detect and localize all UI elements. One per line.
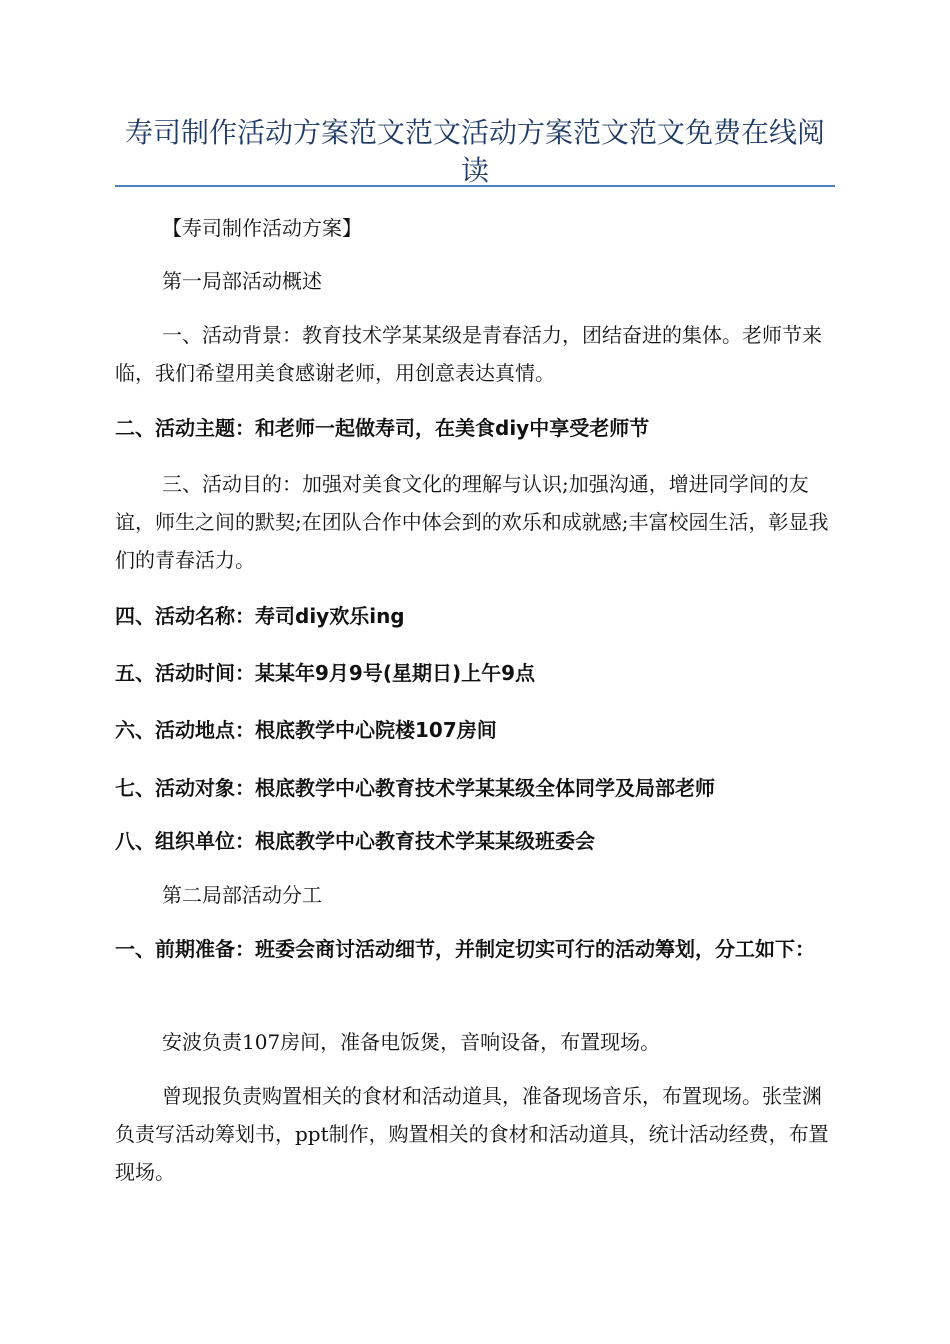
paragraph-part-two-heading: 第二局部活动分工 [162, 883, 322, 907]
paragraph-part-one-heading: 第一局部活动概述 [162, 269, 322, 293]
paragraph-activity-name: 四、活动名称：寿司diy欢乐ing [115, 604, 405, 628]
paragraph-plan-heading: 【寿司制作活动方案】 [162, 216, 362, 240]
document-title: 寿司制作活动方案范文范文活动方案范文范文免费在线阅读 [124, 116, 825, 187]
paragraph-purpose: 三、活动目的：加强对美食文化的理解与认识;加强沟通，增进同学间的友谊，师生之间的默契;在团队合作中体会到的欢乐和成就感;丰富校园生活，彰显我们的青春活力。 [115, 472, 829, 572]
paragraph-theme: 二、活动主题：和老师一起做寿司，在美食diy中享受老师节 [115, 416, 650, 440]
title-underline [115, 185, 835, 187]
paragraph-organizer: 八、组织单位：根底教学中心教育技术学某某级班委会 [115, 829, 595, 853]
paragraph-activity-time: 五、活动时间：某某年9月9号(星期日)上午9点 [115, 661, 536, 685]
paragraph-preparation: 一、前期准备：班委会商讨活动细节，并制定切实可行的活动筹划，分工如下： [115, 937, 815, 961]
paragraph-task-others: 曾现报负责购置相关的食材和活动道具，准备现场音乐，布置现场。张莹渊负责写活动筹划书，ppt制作，购置相关的食材和活动道具，统计活动经费，布置现场。 [115, 1084, 829, 1184]
paragraph-activity-target: 七、活动对象：根底教学中心教育技术学某某级全体同学及局部老师 [115, 776, 715, 800]
paragraph-task-anbo: 安波负责107房间，准备电饭煲，音响设备，布置现场。 [162, 1030, 661, 1054]
paragraph-background: 一、活动背景：教育技术学某某级是青春活力，团结奋进的集体。老师节来临，我们希望用美食感谢老师，用创意表达真情。 [115, 323, 822, 385]
paragraph-activity-location: 六、活动地点：根底教学中心院楼107房间 [115, 718, 497, 742]
